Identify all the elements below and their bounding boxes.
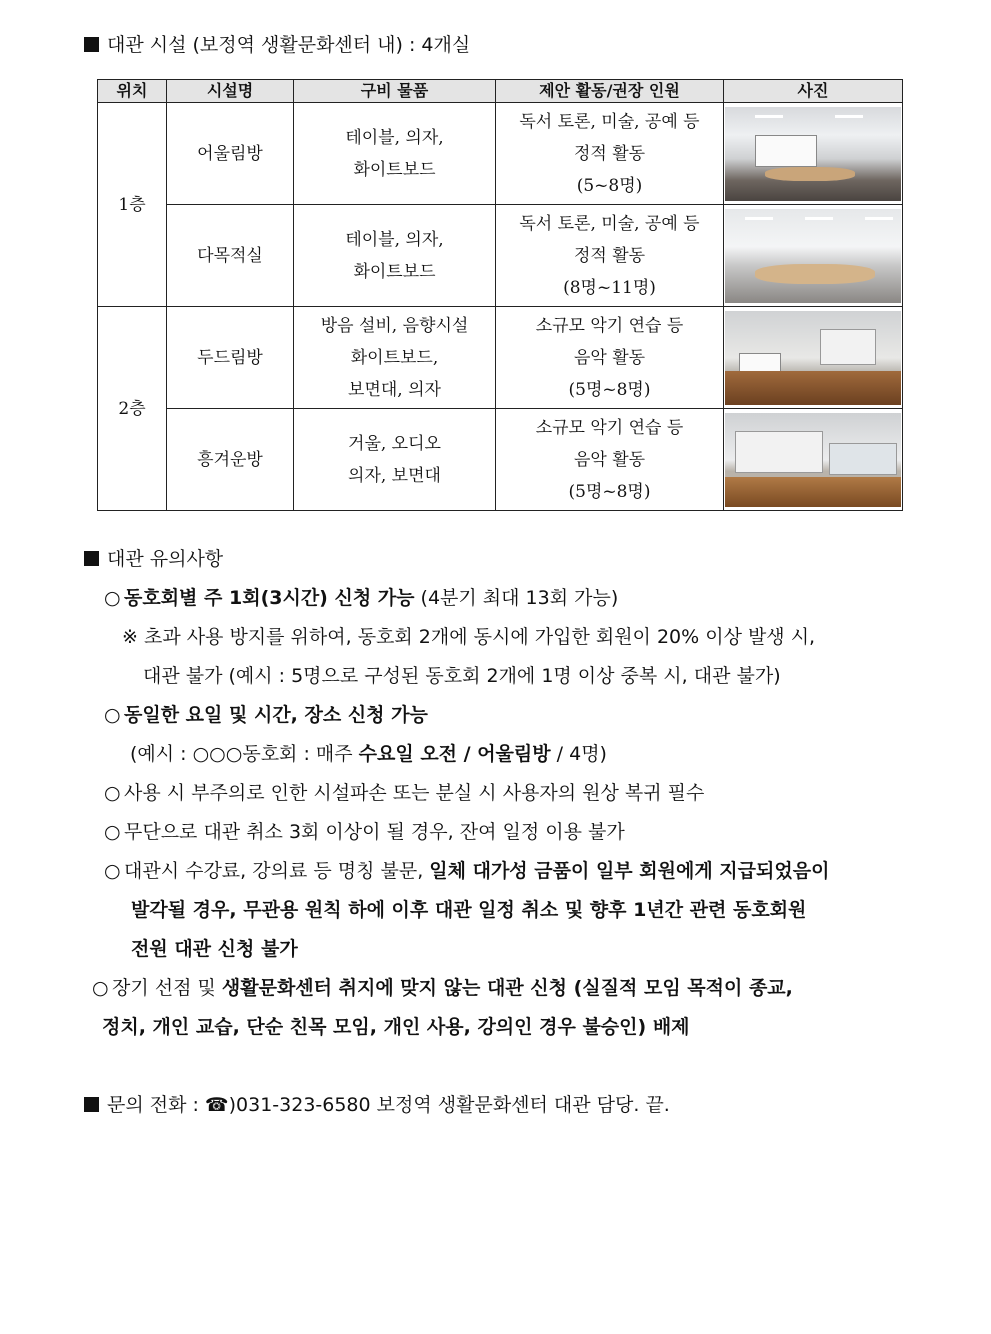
facilities-table: [97, 79, 903, 511]
floor-cell: 2층: [98, 307, 167, 511]
note-item-6: ○ 장기 선점 및 생활문화센터 취지에 맞지 않는 대관 신청 (실질적 모임 목적이 종교,: [92, 977, 793, 999]
note-item-2-example: (예시 : ○○○동호회 : 매주 수요일 오전 / 어울림방 / 4명): [130, 743, 607, 765]
room-name-cell: 다목적실: [167, 205, 294, 307]
photo-cell: [724, 409, 903, 511]
multipurpose-room-photo: [725, 209, 901, 303]
photo-cell: [724, 205, 903, 307]
square-bullet-icon: [84, 37, 99, 52]
table-row: [98, 205, 903, 307]
column-header: 시설명: [167, 80, 294, 103]
meeting-room-photo: [725, 107, 901, 201]
note-item-1: ○ 동호회별 주 1회(3시간) 신청 가능 (4분기 최대 13회 가능): [104, 587, 619, 609]
equipment-cell: 방음 설비, 음향시설 화이트보드, 보면대, 의자: [294, 307, 496, 409]
floor-cell: 1층: [98, 103, 167, 307]
square-bullet-icon: [84, 551, 99, 566]
note-item-5: ○ 대관시 수강료, 강의료 등 명칭 불문, 일체 대가성 금품이 일부 회원에게 지급되었음이: [104, 860, 830, 882]
facilities-heading: 대관 시설 (보정역 생활문화센터 내) : 4개실: [84, 33, 470, 57]
square-bullet-icon: [84, 1097, 99, 1112]
column-header: 위치: [98, 80, 167, 103]
circle-bullet-icon: ○: [104, 782, 121, 804]
activity-cell: 독서 토론, 미술, 공예 등 정적 활동 (8명~11명): [496, 205, 724, 307]
activity-cell: 소규모 악기 연습 등 음악 활동 (5명~8명): [496, 307, 724, 409]
note-item-3: ○ 사용 시 부주의로 인한 시설파손 또는 분실 시 사용자의 원상 복귀 필수: [104, 782, 705, 804]
note-item-1-sub: ※ 초과 사용 방지를 위하여, 동호회 2개에 동시에 가입한 회원이 20% 이상 발생 시,: [122, 626, 816, 648]
music-room-photo: [725, 311, 901, 405]
notes-heading: 대관 유의사항: [84, 547, 223, 571]
note-item-5-cont: 발각될 경우, 무관용 원칙 하에 이후 대관 일정 취소 및 향후 1년간 관련 동호회원: [131, 899, 807, 921]
note-item-1-sub: 대관 불가 (예시 : 5명으로 구성된 동호회 2개에 1명 이상 중복 시, 대관 불가): [143, 665, 781, 687]
circle-bullet-icon: ○: [104, 860, 121, 882]
column-header: 제안 활동/권장 인원: [496, 80, 724, 103]
table-row: [98, 307, 903, 409]
note-item-6-cont: 정치, 개인 교습, 단순 친목 모임, 개인 사용, 강의인 경우 불승인) 배제: [102, 1016, 690, 1038]
activity-cell: 소규모 악기 연습 등 음악 활동 (5명~8명): [496, 409, 724, 511]
contact-line: 문의 전화 : ☎)031-323-6580 보정역 생활문화센터 대관 담당. 끝.: [84, 1093, 670, 1117]
note-item-5-cont: 전원 대관 신청 불가: [131, 938, 298, 960]
note-item-4: ○ 무단으로 대관 취소 3회 이상이 될 경우, 잔여 일정 이용 불가: [104, 821, 625, 843]
column-header: 구비 물품: [294, 80, 496, 103]
photo-cell: [724, 103, 903, 205]
column-header: 사진: [724, 80, 903, 103]
circle-bullet-icon: ○: [104, 821, 121, 843]
table-row: [98, 103, 903, 205]
room-name-cell: 흥겨운방: [167, 409, 294, 511]
circle-bullet-icon: ○: [104, 704, 121, 726]
equipment-cell: 테이블, 의자, 화이트보드: [294, 205, 496, 307]
room-name-cell: 두드림방: [167, 307, 294, 409]
circle-bullet-icon: ○: [92, 977, 109, 999]
table-row: [98, 409, 903, 511]
mirror-room-photo: [725, 413, 901, 507]
activity-cell: 독서 토론, 미술, 공예 등 정적 활동 (5~8명): [496, 103, 724, 205]
table-header-row: [98, 80, 903, 103]
circle-bullet-icon: ○: [104, 587, 121, 609]
room-name-cell: 어울림방: [167, 103, 294, 205]
equipment-cell: 거울, 오디오 의자, 보면대: [294, 409, 496, 511]
note-item-2: ○ 동일한 요일 및 시간, 장소 신청 가능: [104, 704, 428, 726]
photo-cell: [724, 307, 903, 409]
equipment-cell: 테이블, 의자, 화이트보드: [294, 103, 496, 205]
